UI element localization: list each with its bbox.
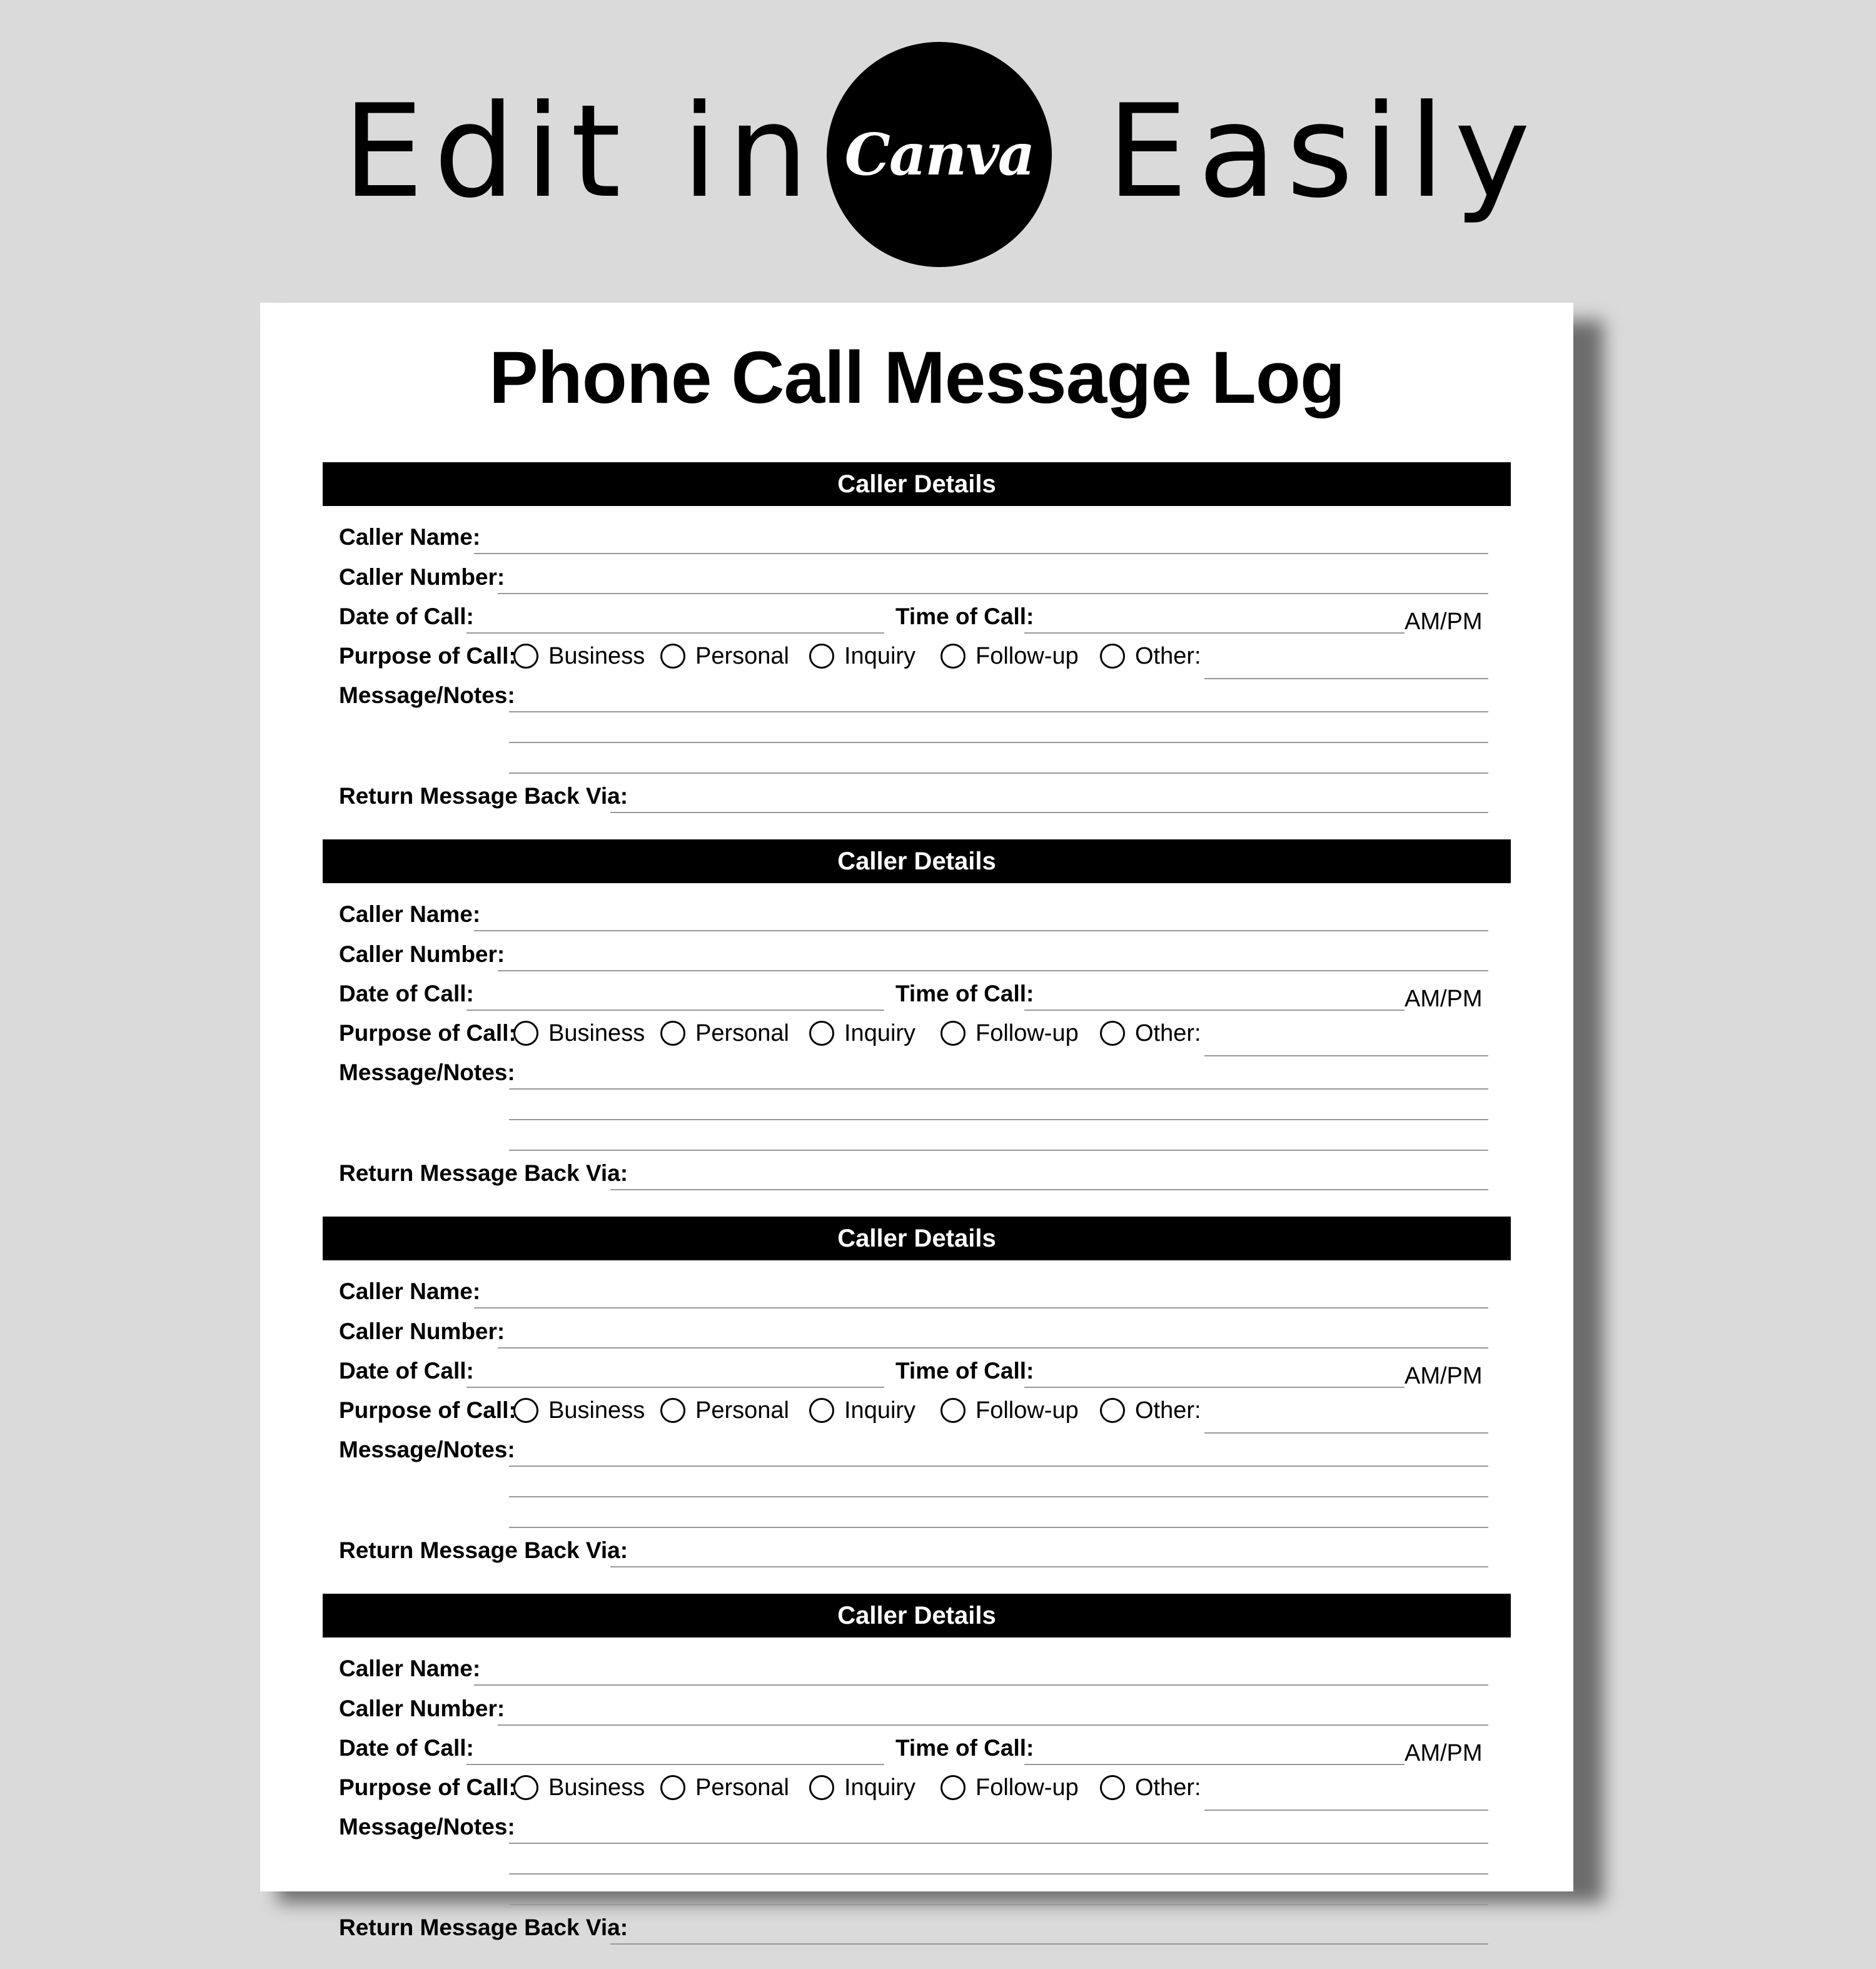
form-sheet: [260, 303, 1573, 1940]
radio-circle-icon[interactable]: [1100, 1398, 1125, 1423]
caller-name-label: Caller Name:: [339, 1278, 481, 1304]
message-notes-line[interactable]: [509, 1119, 1488, 1120]
message-notes-line[interactable]: [509, 772, 1488, 774]
purpose-option-inquiry[interactable]: [809, 1020, 915, 1047]
date-of-call-label: Date of Call:: [339, 981, 474, 1006]
caller-number-field[interactable]: [498, 1724, 1488, 1726]
message-notes-label: Message/Notes:: [339, 1814, 515, 1840]
purpose-option-label: Inquiry: [844, 1397, 916, 1424]
return-message-label: Return Message Back Via:: [339, 783, 628, 809]
purpose-option-label: Business: [548, 1397, 645, 1424]
purpose-option-follow-up[interactable]: [941, 1020, 1079, 1047]
purpose-option-label: Inquiry: [844, 1774, 916, 1801]
message-notes-line[interactable]: [509, 1873, 1488, 1875]
message-notes-line[interactable]: [509, 1465, 1488, 1467]
time-of-call-label: Time of Call:: [895, 1735, 1034, 1761]
date-of-call-field[interactable]: [466, 1387, 884, 1388]
purpose-option-label: Other:: [1135, 1774, 1201, 1801]
other-purpose-field[interactable]: [1204, 1810, 1488, 1811]
message-notes-line[interactable]: [509, 1904, 1488, 1905]
banner-text-right: Easily: [1107, 78, 1541, 226]
time-of-call-label: Time of Call:: [895, 1358, 1034, 1384]
time-of-call-field[interactable]: [1024, 1764, 1404, 1765]
message-notes-line[interactable]: [509, 1088, 1488, 1090]
return-message-field[interactable]: [610, 1943, 1488, 1945]
purpose-of-call-label: Purpose of Call:: [339, 643, 517, 669]
caller-section: [260, 839, 1573, 1215]
caller-name-field[interactable]: [474, 1307, 1488, 1308]
purpose-option-label: Business: [548, 643, 645, 669]
time-of-call-label: Time of Call:: [895, 604, 1034, 629]
radio-circle-icon[interactable]: [513, 1775, 538, 1800]
purpose-option-other[interactable]: [1100, 642, 1201, 670]
caller-number-label: Caller Number:: [339, 564, 505, 590]
section-header: Caller Details: [323, 462, 1511, 506]
radio-circle-icon[interactable]: [1100, 644, 1125, 669]
return-message-field[interactable]: [610, 1189, 1488, 1190]
banner-text-left: Edit in: [343, 78, 819, 226]
purpose-option-personal[interactable]: [660, 1397, 789, 1424]
message-notes-label: Message/Notes:: [339, 1437, 515, 1462]
am-pm-label: AM/PM: [1404, 609, 1483, 635]
purpose-option-other[interactable]: [1100, 1774, 1201, 1801]
purpose-option-follow-up[interactable]: [941, 1397, 1079, 1424]
am-pm-label: AM/PM: [1404, 1363, 1483, 1389]
caller-name-label: Caller Name:: [339, 1656, 481, 1681]
purpose-option-label: Follow-up: [976, 643, 1079, 669]
purpose-option-personal[interactable]: [660, 1774, 789, 1801]
caller-name-field[interactable]: [474, 553, 1488, 554]
message-notes-line[interactable]: [509, 1527, 1488, 1528]
caller-number-field[interactable]: [498, 593, 1488, 594]
purpose-option-business[interactable]: [513, 1397, 645, 1424]
purpose-option-personal[interactable]: [660, 642, 789, 670]
purpose-option-personal[interactable]: [660, 1020, 789, 1047]
am-pm-label: AM/PM: [1404, 1740, 1483, 1766]
purpose-option-follow-up[interactable]: [941, 1774, 1079, 1801]
caller-name-field[interactable]: [474, 1684, 1488, 1686]
time-of-call-field[interactable]: [1024, 632, 1404, 634]
am-pm-label: AM/PM: [1404, 986, 1483, 1012]
caller-number-label: Caller Number:: [339, 941, 505, 967]
return-message-label: Return Message Back Via:: [339, 1160, 628, 1186]
message-notes-line[interactable]: [509, 711, 1488, 712]
section-header: Caller Details: [323, 1594, 1511, 1637]
return-message-field[interactable]: [610, 812, 1488, 813]
purpose-option-other[interactable]: [1100, 1397, 1201, 1424]
radio-circle-icon[interactable]: [809, 1021, 834, 1046]
return-message-label: Return Message Back Via:: [339, 1915, 628, 1940]
purpose-option-label: Follow-up: [976, 1020, 1079, 1046]
caller-number-field[interactable]: [498, 1347, 1488, 1349]
banner: [0, 0, 1876, 275]
date-of-call-label: Date of Call:: [339, 1358, 474, 1384]
radio-circle-icon[interactable]: [660, 1775, 685, 1800]
caller-number-field[interactable]: [498, 970, 1488, 971]
radio-circle-icon[interactable]: [660, 1021, 685, 1046]
radio-circle-icon[interactable]: [941, 644, 966, 669]
purpose-option-follow-up[interactable]: [941, 642, 1079, 670]
section-header: Caller Details: [323, 839, 1511, 883]
radio-circle-icon[interactable]: [513, 1398, 538, 1423]
radio-circle-icon[interactable]: [809, 1775, 834, 1800]
canva-logo: [827, 42, 1052, 267]
return-message-label: Return Message Back Via:: [339, 1537, 628, 1563]
date-of-call-field[interactable]: [466, 632, 884, 634]
radio-circle-icon[interactable]: [941, 1398, 966, 1423]
caller-number-label: Caller Number:: [339, 1319, 505, 1344]
purpose-option-label: Follow-up: [976, 1397, 1079, 1424]
caller-number-label: Caller Number:: [339, 1696, 505, 1721]
purpose-option-business[interactable]: [513, 1020, 645, 1047]
purpose-option-label: Personal: [695, 1397, 789, 1424]
message-notes-label: Message/Notes:: [339, 682, 515, 708]
return-message-field[interactable]: [610, 1566, 1488, 1567]
canva-logo-text: Canva: [844, 121, 1034, 188]
purpose-option-inquiry[interactable]: [809, 1397, 915, 1424]
caller-name-field[interactable]: [474, 930, 1488, 931]
radio-circle-icon[interactable]: [1100, 1021, 1125, 1046]
caller-name-label: Caller Name:: [339, 524, 481, 550]
caller-section: [260, 1217, 1573, 1592]
page-title: Phone Call Message Log: [488, 337, 1345, 419]
purpose-option-label: Personal: [695, 1020, 789, 1046]
purpose-of-call-label: Purpose of Call:: [339, 1774, 517, 1800]
caller-section: [260, 462, 1573, 838]
radio-circle-icon[interactable]: [513, 644, 538, 669]
radio-circle-icon[interactable]: [809, 1398, 834, 1423]
purpose-option-label: Other:: [1135, 643, 1201, 669]
radio-circle-icon[interactable]: [941, 1775, 966, 1800]
other-purpose-field[interactable]: [1204, 1432, 1488, 1434]
purpose-option-inquiry[interactable]: [809, 1774, 915, 1801]
time-of-call-field[interactable]: [1024, 1010, 1404, 1011]
purpose-option-label: Personal: [695, 643, 789, 669]
purpose-option-other[interactable]: [1100, 1020, 1201, 1047]
purpose-option-label: Personal: [695, 1774, 789, 1801]
purpose-option-label: Other:: [1135, 1397, 1201, 1424]
message-notes-line[interactable]: [509, 1150, 1488, 1151]
date-of-call-label: Date of Call:: [339, 1735, 474, 1761]
caller-section: [260, 1594, 1573, 1969]
purpose-option-label: Inquiry: [844, 643, 916, 669]
caller-name-label: Caller Name:: [339, 901, 481, 927]
radio-circle-icon[interactable]: [660, 1398, 685, 1423]
message-notes-line[interactable]: [509, 1496, 1488, 1497]
purpose-option-business[interactable]: [513, 642, 645, 670]
radio-circle-icon[interactable]: [941, 1021, 966, 1046]
purpose-option-business[interactable]: [513, 1774, 645, 1801]
time-of-call-field[interactable]: [1024, 1387, 1404, 1388]
radio-circle-icon[interactable]: [660, 644, 685, 669]
purpose-option-inquiry[interactable]: [809, 642, 915, 670]
message-notes-label: Message/Notes:: [339, 1060, 515, 1085]
date-of-call-field[interactable]: [466, 1764, 884, 1765]
radio-circle-icon[interactable]: [809, 644, 834, 669]
purpose-option-label: Other:: [1135, 1020, 1201, 1046]
time-of-call-label: Time of Call:: [895, 981, 1034, 1006]
radio-circle-icon[interactable]: [1100, 1775, 1125, 1800]
message-notes-line[interactable]: [509, 742, 1488, 743]
purpose-option-label: Inquiry: [844, 1020, 916, 1046]
purpose-option-label: Follow-up: [976, 1774, 1079, 1801]
purpose-of-call-label: Purpose of Call:: [339, 1020, 517, 1046]
section-header: Caller Details: [323, 1217, 1511, 1260]
other-purpose-field[interactable]: [1204, 1055, 1488, 1056]
other-purpose-field[interactable]: [1204, 678, 1488, 679]
date-of-call-label: Date of Call:: [339, 604, 474, 629]
radio-circle-icon[interactable]: [513, 1021, 538, 1046]
purpose-option-label: Business: [548, 1774, 645, 1801]
date-of-call-field[interactable]: [466, 1010, 884, 1011]
purpose-of-call-label: Purpose of Call:: [339, 1397, 517, 1423]
purpose-option-label: Business: [548, 1020, 645, 1046]
message-notes-line[interactable]: [509, 1843, 1488, 1844]
